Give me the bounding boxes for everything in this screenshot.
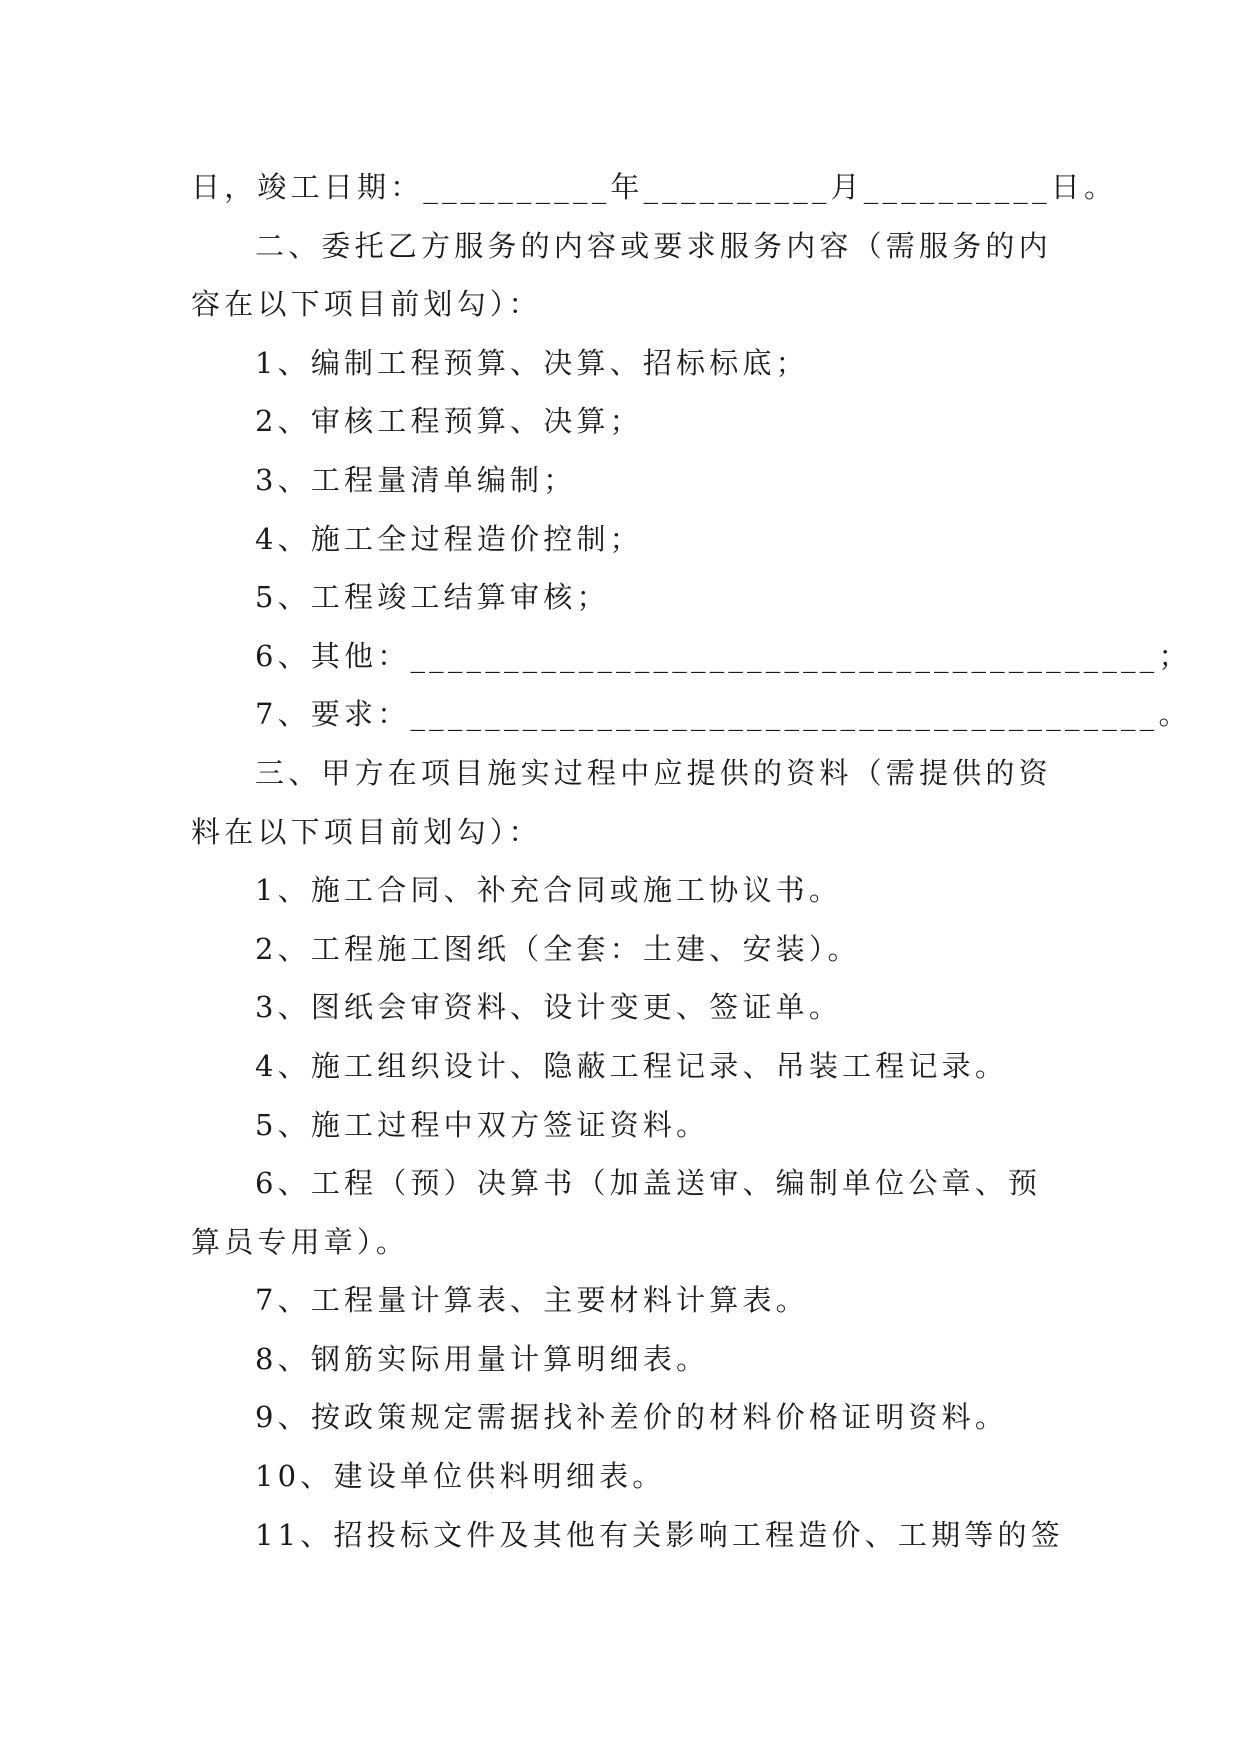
service-item-4: 4、施工全过程造价控制； [255,521,643,556]
service-item-6-other: 6、其他：________________________________________； [255,638,1192,673]
material-item-1: 1、施工合同、补充合同或施工协议书。 [255,873,843,908]
material-item-2: 2、工程施工图纸（全套：土建、安装）。 [255,931,861,966]
material-item-6: 6、工程（预）决算书（加盖送审、编制单位公章、预 [255,1166,1042,1201]
text-line-completion-date: 日，竣工日期：__________年__________月__________日。 [191,170,1118,204]
section-heading-3-cont: 料在以下项目前划勾）： [191,814,542,849]
service-item-7-requirements: 7、要求：________________________________________。 [255,697,1192,732]
service-item-3: 3、工程量清单编制； [255,462,577,497]
material-item-8: 8、钢筋实际用量计算明细表。 [255,1341,710,1376]
material-item-6-cont: 算员专用章）。 [191,1224,409,1259]
material-item-5: 5、施工过程中双方签证资料。 [255,1107,710,1142]
section-heading-3: 三、甲方在项目施实过程中应提供的资料（需提供的资 [255,755,1052,790]
service-item-2: 2、审核工程预算、决算； [255,404,643,439]
service-item-5: 5、工程竣工结算审核； [255,580,610,615]
material-item-11: 11、招投标文件及其他有关影响工程造价、工期等的签 [255,1517,1064,1552]
material-item-10: 10、建设单位供料明细表。 [255,1459,666,1494]
section-heading-2: 二、委托乙方服务的内容或要求服务内容（需服务的内 [255,228,1052,263]
material-item-3: 3、图纸会审资料、设计变更、签证单。 [255,990,843,1025]
service-item-1: 1、编制工程预算、决算、招标标底； [255,345,809,380]
document-body [191,158,1192,1564]
material-item-7: 7、工程量计算表、主要材料计算表。 [255,1283,809,1318]
material-item-9: 9、按政策规定需据找补差价的材料价格证明资料。 [255,1400,1009,1435]
section-heading-2-cont: 容在以下项目前划勾）： [191,287,542,322]
material-item-4: 4、施工组织设计、隐蔽工程记录、吊装工程记录。 [255,1048,1009,1083]
